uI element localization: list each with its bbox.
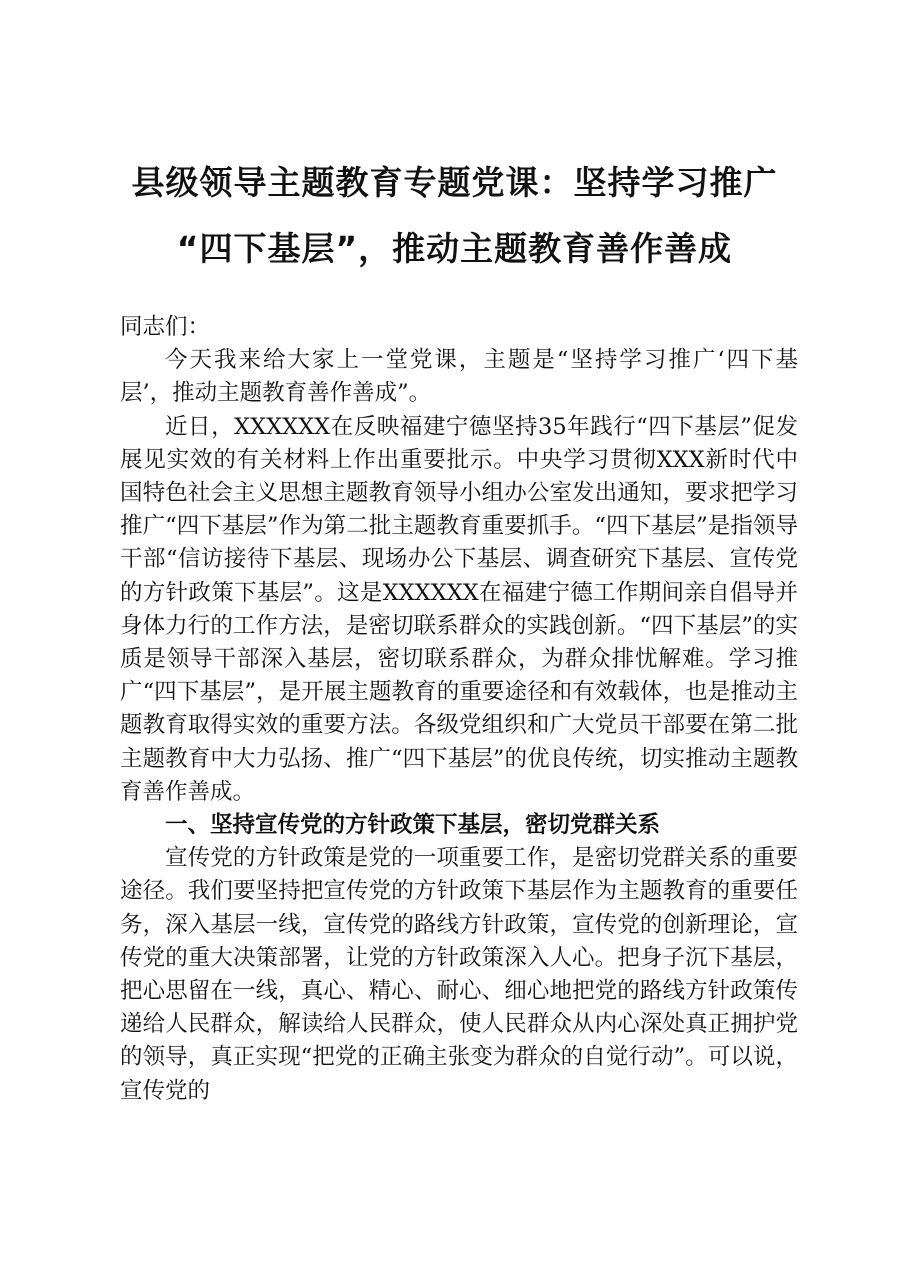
title-line-2: “四下基层”，推动主题教育善作善成	[176, 229, 733, 268]
document-title	[110, 150, 799, 282]
section-1-paragraph: 宣传党的方针政策是党的一项重要工作，是密切党群关系的重要途径。我们要坚持把宣传党的方针政策下基层作为主题教育的重要任务，深入基层一线，宣传党的路线方针政策，宣传党的创新理论，宣传党的重大决策部署，让党的方针政策深入人心。把身子沉下基层，把心思留在一线，真心、精心、耐心、细心地把党的路线方针政策传递给人民群众，解读给人民群众，使人民群众从内心深处真正拥护党的领导，真正实现“把党的正确主张变为群众的自觉行动”。可以说，宣传党的	[120, 845, 798, 1104]
title-line-1: 县级领导主题教育专题党课：坚持学习推广	[131, 163, 778, 202]
greeting: 同志们：	[120, 314, 211, 340]
section-1-heading: 一、坚持宣传党的方针政策下基层，密切党群关系	[165, 812, 661, 839]
intro-paragraph: 今天我来给大家上一堂党课，主题是“坚持学习推广‘四下基层’，推动主题教育善作善成”。	[120, 347, 798, 407]
document-body	[120, 311, 798, 1108]
background-paragraph: 近日，XXXXXX在反映福建宁德坚持35年践行“四下基层”促发展见实效的有关材料上作出重要批示。中央学习贯彻XXX新时代中国特色社会主义思想主题教育领导小组办公室发出通知，要求把学习推广“四下基层”作为第二批主题教育重要抓手。“四下基层”是指领导干部“信访接待下基层、现场办公下基层、调查研究下基层、宣传党的方针政策下基层”。这是XXXXXX在福建宁德工作期间亲自倡导并身体力行的工作方法，是密切联系群众的实践创新。“四下基层”的实质是领导干部深入基层，密切联系群众，为群众排忧解难。学习推广“四下基层”，是开展主题教育的重要途径和有效载体，也是推动主题教育取得实效的重要方法。各级党组织和广大党员干部要在第二批主题教育中大力弘扬、推广“四下基层”的优良传统，切实推动主题教育善作善成。	[120, 413, 798, 805]
